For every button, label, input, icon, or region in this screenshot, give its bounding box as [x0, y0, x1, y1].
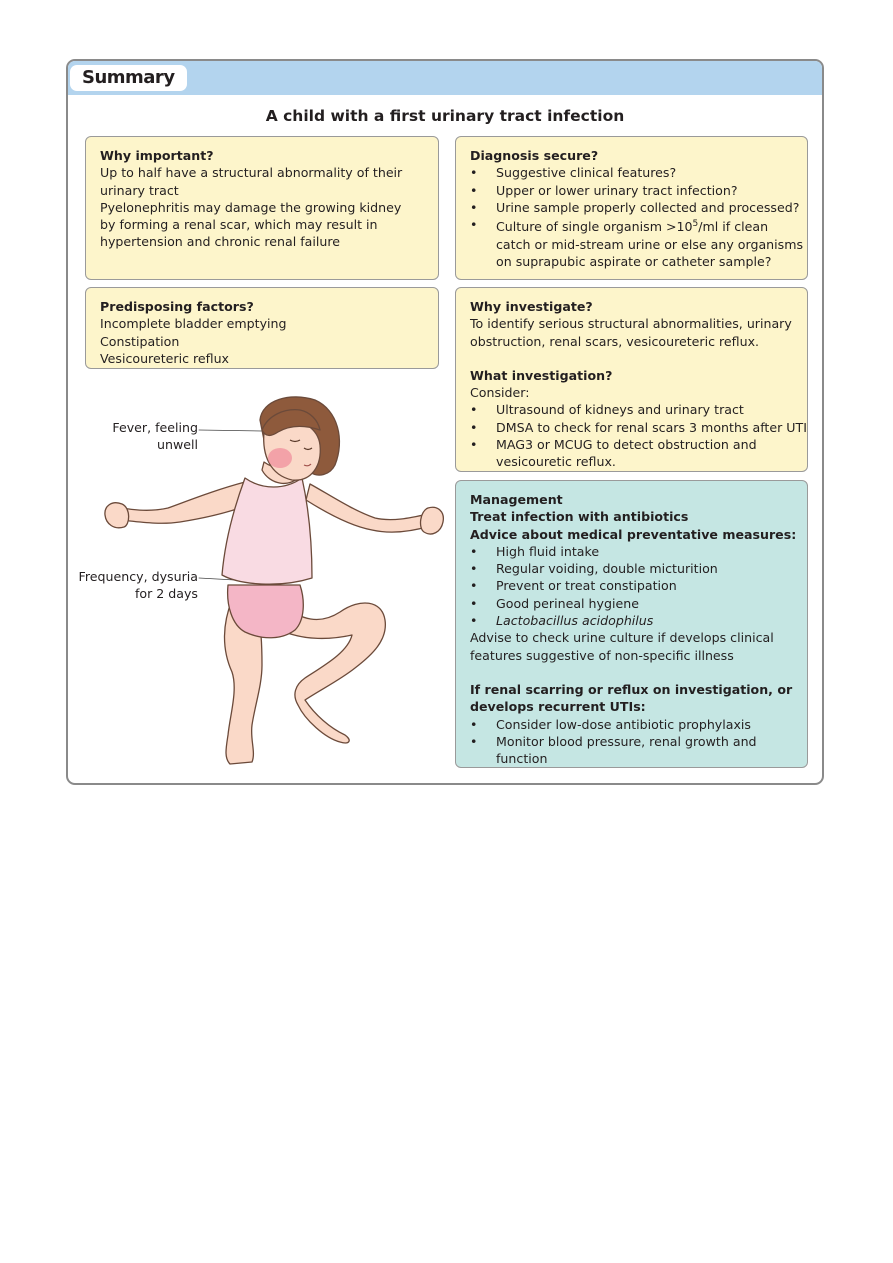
- fever-label: [100, 419, 198, 454]
- why-important-line: urinary tract: [100, 182, 179, 198]
- fever-label-line: unwell: [156, 437, 198, 453]
- why-investigate-heading: Why investigate?: [470, 299, 593, 314]
- list-item: [470, 436, 797, 471]
- list-item: • DMSA to check for renal scars 3 months after UTI: [470, 419, 797, 436]
- list-item: • Suggestive clinical features?: [470, 164, 797, 181]
- list-item-culture: [470, 216, 804, 270]
- culture-unit: /ml if clean: [698, 219, 769, 235]
- if-heading-line: If renal scarring or reflux on investigation, or: [470, 681, 793, 697]
- culture-exponent: 5: [692, 219, 699, 230]
- list-item: • Upper or lower urinary tract infection?: [470, 182, 797, 199]
- why-important-box: [85, 136, 439, 280]
- actions-list: [470, 716, 797, 768]
- frequency-label: [70, 568, 198, 603]
- what-investigation-heading: What investigation?: [470, 367, 613, 383]
- why-investigate-line: obstruction, renal scars, vesicoureteric reflux.: [470, 333, 760, 349]
- why-investigate-line: To identify serious structural abnormalities, urinary: [470, 316, 792, 332]
- why-important-line: hypertension and chronic renal failure: [100, 234, 341, 250]
- summary-tab: Summary: [70, 65, 187, 91]
- management-subheading: Advice about medical preventative measures:: [470, 526, 797, 542]
- predisposing-line: Vesicoureteric reflux: [100, 350, 230, 366]
- diagnosis-list: [470, 164, 804, 270]
- culture-line: catch or mid-stream urine or else any organisms: [496, 236, 804, 252]
- list-item: [470, 733, 797, 768]
- predisposing-line: Incomplete bladder emptying: [100, 316, 287, 332]
- why-important-line: Up to half have a structural abnormality of their: [100, 165, 403, 181]
- predisposing-box: [85, 287, 439, 369]
- predisposing-line: Constipation: [100, 333, 180, 349]
- what-investigation-intro: Consider:: [470, 385, 530, 401]
- list-item-line: function: [496, 751, 548, 767]
- frequency-label-line: Frequency, dysuria: [78, 569, 198, 584]
- list-item: • Urine sample properly collected and processed?: [470, 199, 797, 216]
- list-item: • High fluid intake: [470, 543, 797, 560]
- culture-text: Culture of single organism >10: [496, 219, 693, 235]
- list-item-italic: Lactobacillus acidophilus: [496, 613, 654, 629]
- diagnosis-box: [455, 136, 808, 280]
- measures-list: [470, 543, 797, 629]
- culture-line: on suprapubic aspirate or catheter sample?: [496, 253, 772, 269]
- advise-line: Advise to check urine culture if develops clinical: [470, 630, 774, 646]
- fever-label-line: Fever, feeling: [112, 420, 198, 435]
- list-item-line: vesicouretic reflux.: [496, 454, 616, 470]
- why-important-line: Pyelonephritis may damage the growing kidney: [100, 199, 402, 215]
- main-title: A child with a first urinary tract infection: [265, 107, 625, 125]
- investigation-box: [455, 287, 808, 472]
- management-box: [455, 480, 808, 768]
- frequency-label-line: for 2 days: [134, 586, 198, 602]
- predisposing-heading: Predisposing factors?: [100, 299, 254, 314]
- why-important-heading: Why important?: [100, 148, 214, 163]
- management-subheading: Treat infection with antibiotics: [470, 509, 689, 525]
- list-item: [470, 612, 797, 629]
- list-item-line: • Monitor blood pressure, renal growth and: [496, 733, 757, 749]
- list-item: • Good perineal hygiene: [470, 595, 797, 612]
- summary-header: [68, 61, 822, 95]
- list-item-line: • MAG3 or MCUG to detect obstruction and: [496, 437, 757, 453]
- management-heading: Management: [470, 492, 563, 507]
- advise-line: features suggestive of non-specific illness: [470, 647, 734, 663]
- list-item: • Regular voiding, double micturition: [470, 560, 797, 577]
- why-important-line: by forming a renal scar, which may result in: [100, 217, 378, 233]
- list-item: • Prevent or treat constipation: [470, 577, 797, 594]
- list-item: • Ultrasound of kidneys and urinary tract: [470, 401, 797, 418]
- if-heading-line: develops recurrent UTIs:: [470, 699, 646, 715]
- list-item: • Consider low-dose antibiotic prophylaxis: [470, 716, 797, 733]
- investigation-list: [470, 401, 807, 470]
- diagnosis-heading: Diagnosis secure?: [470, 148, 599, 163]
